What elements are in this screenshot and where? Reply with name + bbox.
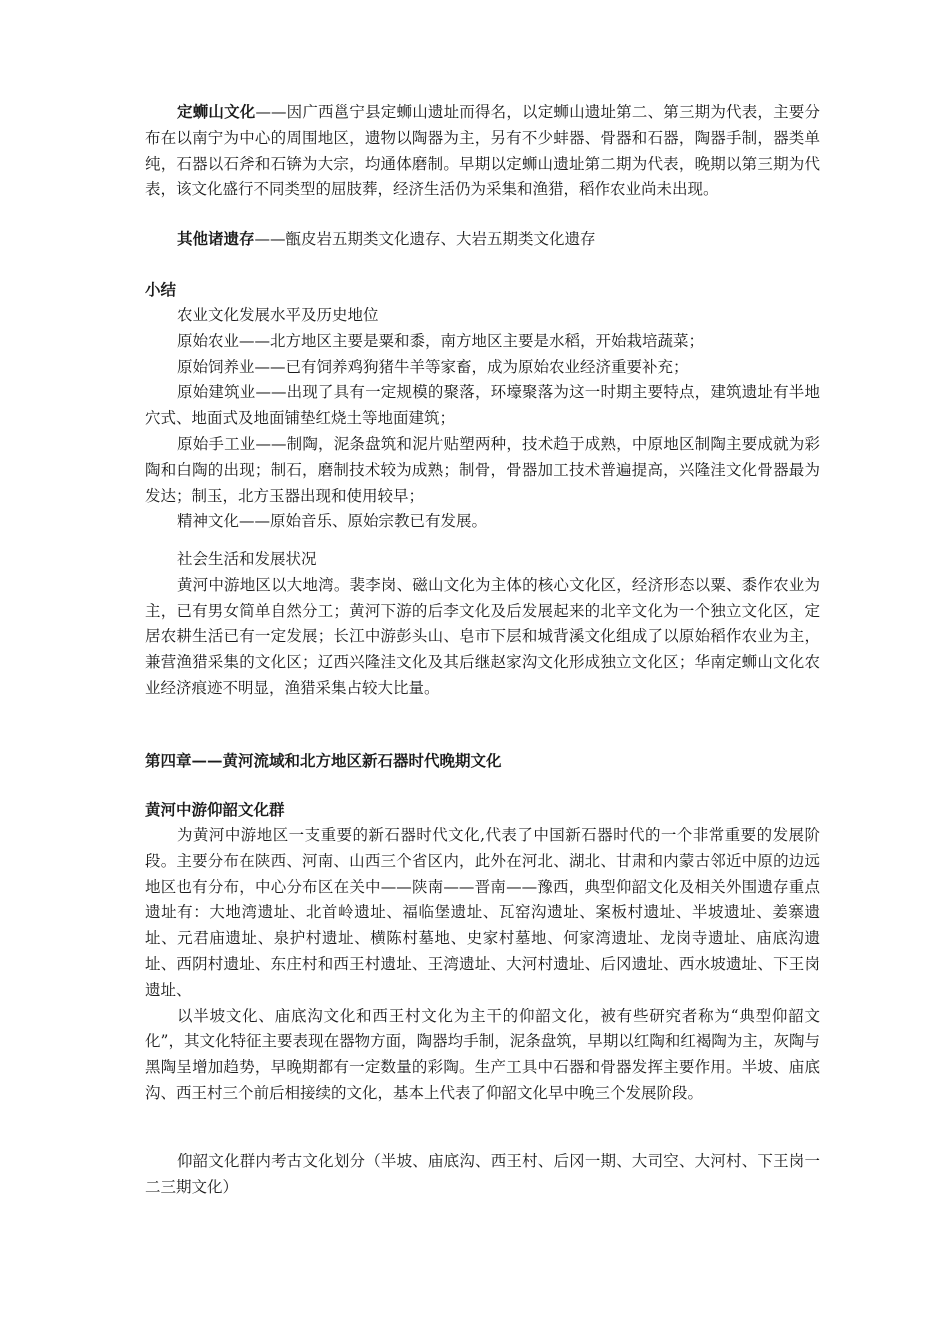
yangshao-division-block [145, 1149, 820, 1201]
dingsishan-text: ——因广西邕宁县定蛳山遗址而得名，以定蛳山遗址第二、第三期为代表，主要分布在以南宁为中心的周围地区，遗物以陶器为主，另有不少蚌器、骨器和石器，陶器手制，器类单纯，石器以石斧和石锛为大宗，均通体磨制。早期以定蛳山遗址第二期为代表，晚期以第三期为代表，该文化盛行不同类型的屈肢葬，经济生活仍为采集和渔猎，稻作农业尚未出现。 [145, 103, 820, 199]
summary-item: 精神文化——原始音乐、原始宗教已有发展。 [177, 512, 488, 531]
summary-section [145, 277, 820, 535]
social-subheading: 社会生活和发展状况 [177, 550, 317, 568]
yangshao-section [145, 797, 820, 1107]
yangshao-paragraph-2: 以半坡文化、庙底沟文化和西王村文化为主干的仰韶文化，被有些研究者称为“典型仰韶文化”，其文化特征主要表现在器物方面，陶器均手制，泥条盘筑，早期以红陶和红褐陶为主，灰陶与黑陶呈增加趋势，早晚期都有一定数量的彩陶。生产工具中石器和骨器发挥主要作用。半坡、庙底沟、西王村三个前后相接续的文化，基本上代表了仰韶文化早中晚三个发展阶段。 [145, 1006, 820, 1102]
other-remains-text: ——甑皮岩五期类文化遗存、大岩五期类文化遗存 [254, 230, 596, 248]
summary-subheading-agriculture: 农业文化发展水平及历史地位 [177, 306, 379, 324]
summary-item: 原始农业——北方地区主要是粟和黍，南方地区主要是水稻，开始栽培蔬菜； [177, 331, 705, 350]
yangshao-paragraph-1: 为黄河中游地区一支重要的新石器时代文化,代表了中国新石器时代的一个非常重要的发展阶段。主要分布在陕西、河南、山西三个省区内，此外在河北、湖北、甘肃和内蒙古邻近中原的边远地区也有分布，中心分布区在关中——陕南——晋南——豫西，典型仰韶文化及相关外围遗存重点遗址有：大地湾遗址、北首岭遗址、福临堡遗址、瓦窑沟遗址、案板村遗址、半坡遗址、姜寨遗址、元君庙遗址、泉护村遗址、横陈村墓地、史家村墓地、何家湾遗址、龙岗寺遗址、庙底沟遗址、西阴村遗址、东庄村和西王村遗址、王湾遗址、大河村遗址、后冈遗址、西水坡遗址、下王岗遗址、 [145, 826, 820, 999]
dingsishan-term: 定蛳山文化 [177, 102, 256, 121]
other-remains-term: 其他诸遗存 [177, 229, 255, 248]
chapter-title-block [145, 748, 820, 774]
yangshao-paragraph-3: 仰韶文化群内考古文化划分（半坡、庙底沟、西王村、后冈一期、大司空、大河村、下王岗一二三期文化） [145, 1152, 820, 1196]
summary-item: 原始手工业——制陶，泥条盘筑和泥片贴塑两种，技术趋于成熟，中原地区制陶主要成就为彩陶和白陶的出现；制石，磨制技术较为成熟；制骨，骨器加工技术普遍提高，兴隆洼文化骨器最为发达；制玉，北方玉器出现和使用较早； [145, 434, 820, 505]
chapter-title: 第四章——黄河流域和北方地区新石器时代晚期文化 [145, 751, 502, 770]
social-life-section [145, 547, 820, 702]
other-remains-paragraph [145, 226, 820, 253]
section-heading: 黄河中游仰韶文化群 [145, 800, 285, 819]
summary-item: 原始饲养业——已有饲养鸡狗猪牛羊等家畜，成为原始农业经济重要补充； [177, 357, 689, 376]
social-paragraph: 黄河中游地区以大地湾。裴李岗、磁山文化为主体的核心文化区，经济形态以粟、黍作农业为主，已有男女简单自然分工；黄河下游的后李文化及后发展起来的北辛文化为一个独立文化区，定居农耕生活已有一定发展；长江中游彭头山、皂市下层和城背溪文化组成了以原始稻作农业为主，兼营渔猎采集的文化区；辽西兴隆洼文化及其后继赵家沟文化形成独立文化区；华南定蛳山文化农业经济痕迹不明显，渔猎采集占较大比量。 [145, 575, 820, 697]
summary-item: 原始建筑业——出现了具有一定规模的聚落，环壕聚落为这一时期主要特点，建筑遗址有半地穴式、地面式及地面铺垫红烧土等地面建筑； [145, 383, 820, 428]
summary-heading: 小结 [145, 280, 177, 299]
dingsishan-culture-paragraph [145, 99, 820, 203]
